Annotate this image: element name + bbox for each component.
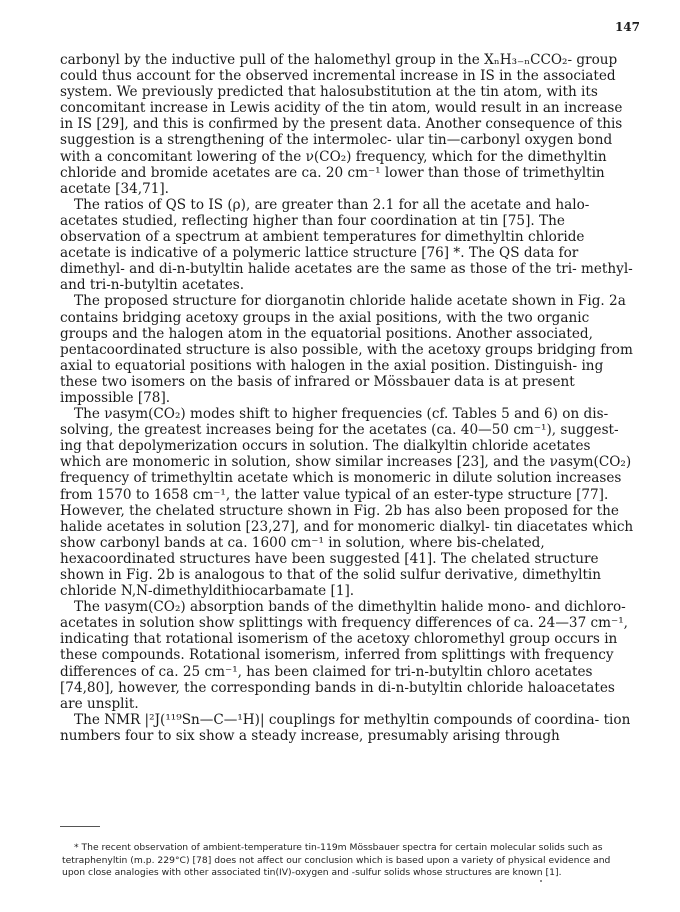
- footnote: * The recent observation of ambient-temperature tin-119m Mössbauer spectra for certain molecular solids such as tetraphenyltin (m.p. 229°C) [78] does not affect our conclusion which is based upon a variety of physical evidence and upon close analogies with other associated tin(IV)-oxygen and -sulfur solids whose structures are known [1].: [62, 842, 611, 879]
- paragraph-4: The νasym(CO₂) modes shift to higher frequencies (cf. Tables 5 and 6) on dis- solving, the greatest increases being for the acetates (ca. 40—50 cm⁻¹), suggest- ing that depolymerization occurs in solution. The dialkyltin chloride acetates which are monomeric in solution, show similar increases [23], and the νasym(CO₂) frequency of trimethyltin acetate which is monomeric in dilute solution increases from 1570 to 1658 cm⁻¹, the latter value typical of an ester-type structure [77]. However, the chelated structure shown in Fig. 2b has also been proposed for the halide acetates in solution [23,27], and for monomeric dialkyl- tin diacetates which show carbonyl bands at ca. 1600 cm⁻¹ in solution, where bis-chelated, hexacoordinated structures have been suggested [41]. The chelated structure shown in Fig. 2b is analogous to that of the solid sulfur derivative, dimethyltin chloride N,N-dimethyldithiocarbamate [1].: [60, 406, 634, 600]
- scan-speck: [540, 880, 542, 882]
- paragraph-2: The ratios of QS to IS (ρ), are greater than 2.1 for all the acetate and halo- acetates studied, reflecting higher than four coordination at tin [75]. The observation of a spectrum at ambient temperatures for dimethyltin chloride acetate is indicative of a polymeric lattice structure [76] *. The QS data for dimethyl- and di-n-butyltin halide acetates are the same as those of the tri- methyl- and tri-n-butyltin acetates.: [60, 196, 633, 294]
- paragraph-5: The νasym(CO₂) absorption bands of the dimethyltin halide mono- and dichloro- acetates in solution show splittings with frequency differences of ca. 24—37 cm⁻¹, indicating that rotational isomerism of the acetoxy chloromethyl group occurs in these compounds. Rotational isomerism, inferred from splittings with frequency differences of ca. 25 cm⁻¹, has been claimed for tri-n-butyltin chloro acetates [74,80], however, the corresponding bands in di-n-butyltin chloride haloacetates are unsplit.: [60, 599, 628, 712]
- footnote-divider: [60, 826, 100, 827]
- body-text: [60, 52, 635, 744]
- paragraph-6: The NMR |²J(¹¹⁹Sn—C—¹H)| couplings for methyltin compounds of coordina- tion numbers four to six show a steady increase, presumably arising through: [60, 711, 631, 744]
- paragraph-3: The proposed structure for diorganotin chloride halide acetate shown in Fig. 2a contains bridging acetoxy groups in the axial positions, with the two organic groups and the halogen atom in the equatorial positions. Another associated, pentacoordinated structure is also possible, with the acetoxy groups bridging from axial to equatorial positions with halogen in the axial position. Distinguish- ing these two isomers on the basis of infrared or Mössbauer data is at present impossible [78].: [60, 293, 633, 406]
- page-number: 147: [614, 20, 640, 34]
- paragraph-1: carbonyl by the inductive pull of the halomethyl group in the XₙH₃₋ₙCCO₂- group could thus account for the observed incremental increase in IS in the associated system. We previously predicted that halosubstitution at the tin atom, with its concomitant increase in Lewis acidity of the tin atom, would result in an increase in IS [29], and this is confirmed by the present data. Another consequence of this suggestion is a strengthening of the intermolec- ular tin—carbonyl oxygen bond with a concomitant lowering of the ν(CO₂) frequency, which for the dimethyltin chloride and bromide acetates are ca. 20 cm⁻¹ lower than those of trimethyltin acetate [34,71].: [60, 52, 623, 197]
